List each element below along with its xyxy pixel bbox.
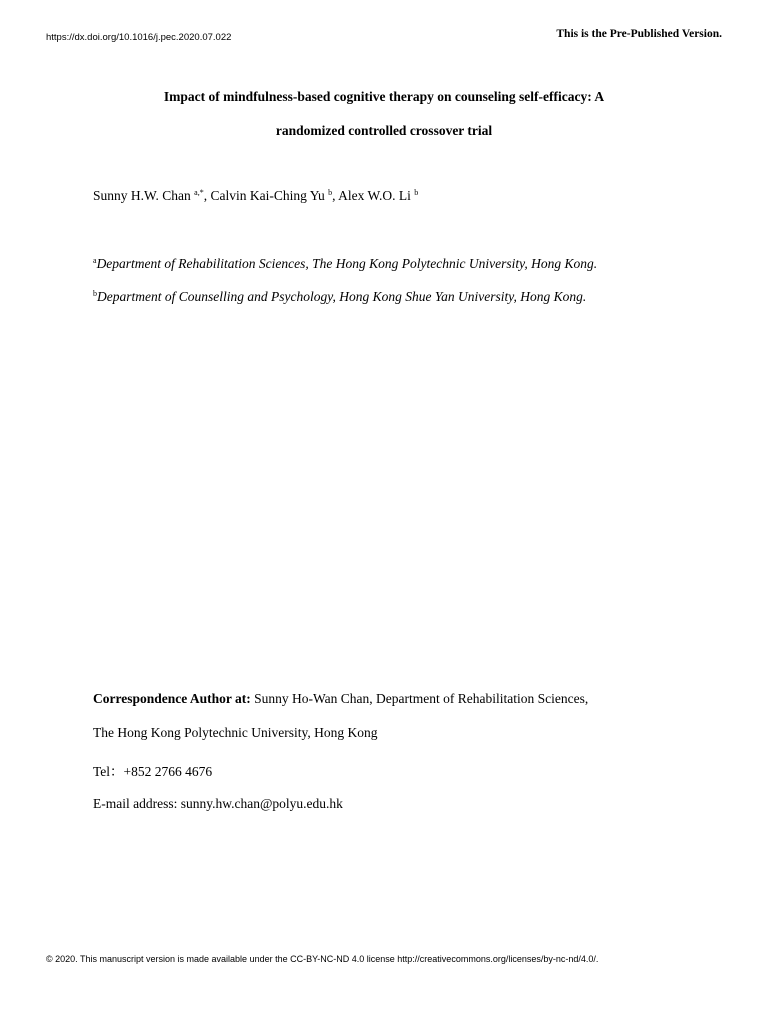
author-name: Alex W.O. Li [338,188,411,203]
doi-link[interactable]: https://dx.doi.org/10.1016/j.pec.2020.07.022 [46,32,232,43]
correspondence-tel: Tel：+852 2766 4676 [93,764,213,779]
paper-title-line-2: randomized controlled crossover trial [275,123,493,138]
author-affiliation-mark: b [328,188,333,197]
affiliation-b [93,289,586,305]
author-affiliation-mark: b [414,188,419,197]
affiliation-mark: b [93,289,97,298]
author-affiliation-mark: a,* [194,188,204,197]
affiliation-text: Department of Rehabilitation Sciences, The Hong Kong Polytechnic University, Hong Kong. [96,256,598,271]
license-footer: © 2020. This manuscript version is made available under the CC-BY-NC-ND 4.0 license http://creativecommons.org/licenses/by-nc-nd/4.0/. [46,954,599,964]
correspondence-text: Sunny Ho-Wan Chan, Department of Rehabilitation Sciences, [250,691,589,706]
correspondence-line-1 [93,691,588,707]
affiliation-text: Department of Counselling and Psychology, Hong Kong Shue Yan University, Hong Kong. [97,289,587,304]
author-name: Sunny H.W. Chan [93,188,191,203]
author-name: Calvin Kai-Ching Yu [210,188,325,203]
affiliation-mark: a [93,256,97,265]
correspondence-line-2: The Hong Kong Polytechnic University, Hong Kong [93,725,378,740]
paper-title-line-1: Impact of mindfulness-based cognitive therapy on counseling self-efficacy: A [163,89,605,104]
author-separator: , [332,188,339,203]
correspondence-label: Correspondence Author at: [93,691,251,706]
correspondence-email[interactable]: E-mail address: sunny.hw.chan@polyu.edu.hk [93,796,343,811]
author-list [93,188,418,204]
affiliation-a [93,256,597,272]
version-note: This is the Pre-Published Version. [556,28,722,40]
author-separator: , [203,188,211,203]
